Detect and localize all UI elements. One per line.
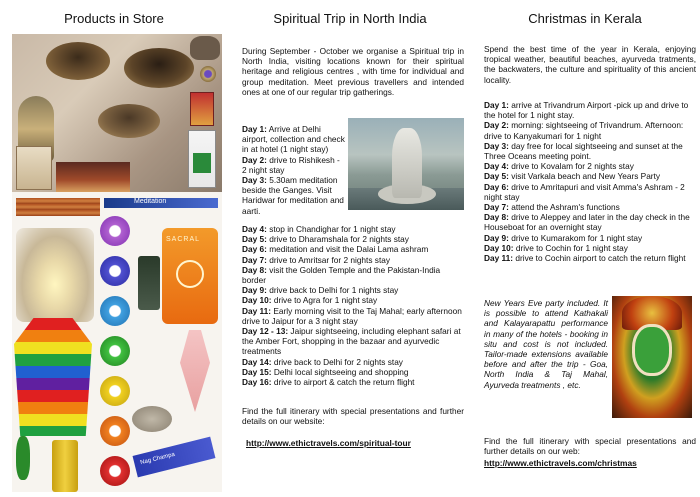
kathakali-face bbox=[632, 324, 672, 376]
incense-sticks bbox=[16, 198, 100, 216]
itinerary-item: Day 1: arrive at Trivandrum Airport -pick up and drive to the hotel for 1 night stay. bbox=[484, 100, 689, 121]
spiritual-trip-column bbox=[234, 0, 466, 497]
essential-oil-bottle bbox=[138, 256, 160, 310]
itinerary-item: Day 9: drive back to Delhi for 1 nights stay bbox=[242, 285, 399, 296]
kerala-column bbox=[474, 0, 696, 497]
sacral-label: SACRAL bbox=[166, 236, 201, 243]
itinerary-item: Day 7: attend the Ashram's functions bbox=[484, 202, 620, 213]
singing-bowl bbox=[98, 104, 160, 138]
sacral-chakra-icon bbox=[176, 260, 204, 288]
elephant-figurine bbox=[190, 36, 220, 60]
yellow-candle bbox=[52, 440, 78, 492]
christmas-tour-link[interactable]: http://www.ethictravels.com/christmas bbox=[484, 458, 637, 468]
kerala-footer: Find the full itinerary with special presentations and further details on our web: bbox=[484, 436, 696, 457]
kathakali-dancer-photo bbox=[612, 296, 692, 418]
itinerary-item: Day 10: drive to Agra for 1 night stay bbox=[242, 295, 378, 306]
small-bowl bbox=[132, 406, 172, 432]
itinerary-item: Day 2: morning: sightseeing of Trivandrum. Afternoon: drive to Kanyakumari for 1 night bbox=[484, 120, 684, 141]
spiritual-itinerary-narrow bbox=[242, 124, 346, 216]
singing-bowl bbox=[124, 48, 194, 88]
ayurvedic-bottle bbox=[188, 130, 216, 188]
kerala-note: New Years Eve party included. It is possible to attend Kathakali and Kalayarapattu performance in many of the hotels - booking in situ and cost is not included. Tailor-made extensions available before and after the trip - Goa, North India & Taj Mahal, Ayurveda treatments , etc. bbox=[484, 298, 608, 390]
buddha-card bbox=[16, 146, 52, 190]
rainbow-jacket bbox=[14, 318, 92, 436]
chakra-icon bbox=[100, 216, 130, 246]
itinerary-item: Day 11: drive to Cochin airport to catch the return flight bbox=[484, 253, 686, 264]
meditation-label: Meditation bbox=[134, 198, 167, 205]
itinerary-item: Day 8: drive to Aleppey and later in the day check in the Houseboat for an overnight stay bbox=[484, 212, 690, 233]
kerala-intro: Spend the best time of the year in Kerala, enjoying tropical weather, beautiful beaches, ayurveda tratments, the backwaters, the culture and spirituality of this ancient locality. bbox=[484, 44, 696, 85]
itinerary-item: Day 9: drive to Kumarakom for 1 night stay bbox=[484, 232, 643, 243]
itinerary-item: Day 3: 5.30am meditation beside the Ganges. Visit Haridwar for meditation and aarti. bbox=[242, 175, 344, 216]
oil-burner-lamp bbox=[16, 228, 94, 322]
itinerary-item: Day 6: meditation and visit the Dalai Lama ashram bbox=[242, 244, 429, 255]
itinerary-item: Day 5: visit Varkala beach and New Years Party bbox=[484, 171, 661, 182]
shiva-statue bbox=[392, 128, 422, 198]
itinerary-item: Day 11: Early morning visit to the Taj Mahal; early afternoon drive to Jaipur for a 3 night stay bbox=[242, 305, 462, 326]
spiritual-trip-intro: During September - October we organise a Spiritual trip in North India, visiting locations known for their spiritual heritage and religious centres , with time for individual and group meditation. Meet previous travellers and intended ones at one of our regular trip gatherings. bbox=[242, 46, 464, 97]
chakra-icon bbox=[100, 456, 130, 486]
kerala-title: Christmas in Kerala bbox=[528, 11, 642, 26]
spiritual-trip-title: Spiritual Trip in North India bbox=[273, 11, 427, 26]
chakra-icon bbox=[100, 336, 130, 366]
crystal-pendulum bbox=[180, 330, 210, 412]
spiritual-tour-link[interactable]: http://www.ethictravels.com/spiritual-tour bbox=[246, 438, 411, 448]
spiritual-trip-footer: Find the full itinerary with special presentations and further details on our website: bbox=[242, 406, 464, 427]
itinerary-item: Day 10: drive to Cochin for 1 night stay bbox=[484, 242, 628, 253]
itinerary-item: Day 16: drive to airport & catch the return flight bbox=[242, 377, 415, 388]
chakra-icon bbox=[100, 296, 130, 326]
chakra-icon bbox=[100, 416, 130, 446]
products-title: Products in Store bbox=[64, 11, 164, 26]
incense-pack-label: Nag Champa bbox=[139, 451, 176, 467]
itinerary-item: Day 6: drive to Amritapuri and visit Amma's Ashram - 2 night stay bbox=[484, 181, 685, 202]
itinerary-item: Day 3: day free for local sightseeing and sunset at the Three Oceans meeting point. bbox=[484, 140, 683, 162]
sacral-candle bbox=[162, 228, 218, 324]
chakra-icon bbox=[100, 256, 130, 286]
itinerary-item: Day 8: visit the Golden Temple and the Pakistan-India border bbox=[242, 264, 441, 286]
products-collage bbox=[12, 34, 222, 492]
itinerary-item: Day 4: stop in Chandighar for 1 night stay bbox=[242, 224, 396, 234]
itinerary-item: Day 1: Arrive at Delhi airport, collection and check in at hotel (1 night stay) bbox=[242, 124, 345, 155]
itinerary-item: Day 4: drive to Kovalam for 2 nights stay bbox=[484, 161, 634, 172]
itinerary-item: Day 7: drive to Amritsar for 2 nights stay bbox=[242, 254, 391, 265]
meditation-incense-box bbox=[104, 198, 218, 208]
nag-champa-pack bbox=[133, 437, 216, 478]
kerala-itinerary bbox=[484, 100, 696, 263]
singing-bowl bbox=[46, 42, 110, 80]
shiva-statue-photo bbox=[348, 118, 464, 210]
chakra-icon bbox=[100, 376, 130, 406]
products-column bbox=[0, 0, 228, 497]
spiritual-itinerary bbox=[242, 224, 464, 387]
itinerary-item: Day 2: drive to Rishikesh - 2 night stay bbox=[242, 154, 340, 175]
incense-box bbox=[56, 162, 130, 192]
incense-packet bbox=[190, 92, 214, 126]
itinerary-item: Day 14: drive back to Delhi for 2 nights stay bbox=[242, 356, 403, 367]
itinerary-item: Day 5: drive to Dharamshala for 2 nights stay bbox=[242, 234, 409, 245]
itinerary-item: Day 15: Delhi local sightseeing and shopping bbox=[242, 366, 409, 377]
chakra-symbols bbox=[96, 216, 132, 492]
chili-pepper bbox=[16, 436, 30, 480]
itinerary-item: Day 12 - 13: Jaipur sightseeing, including elephant safari at the Amber Fort, shopping in the bazaar and ayurvedic treatments bbox=[242, 326, 461, 357]
amethyst-ring bbox=[200, 66, 216, 82]
